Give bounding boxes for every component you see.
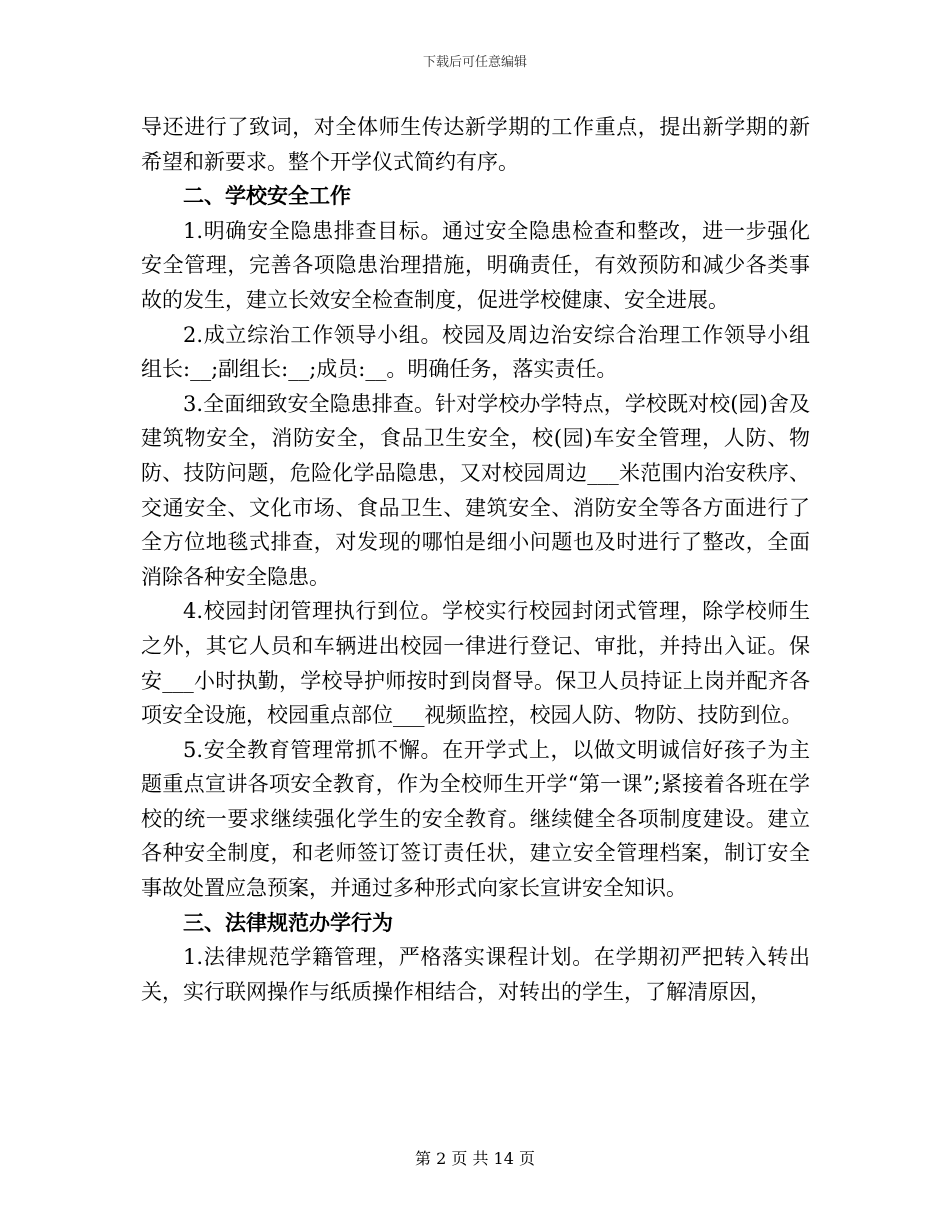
section-heading: 二、学校安全工作	[183, 183, 351, 209]
body-paragraph: 导还进行了致词，对全体师生传达新学期的工作重点，提出新学期的新希望和新要求。整个开学仪式简约有序。	[141, 115, 810, 174]
body-paragraph: 1.法律规范学籍管理，严格落实课程计划。在学期初严把转入转出关，实行联网操作与纸质操作相结合，对转出的学生，了解清原因，	[141, 945, 810, 1004]
body-paragraph: 1.明确安全隐患排查目标。通过安全隐患检查和整改，进一步强化安全管理，完善各项隐患治理措施，明确责任，有效预防和减少各类事故的发生，建立长效安全检查制度，促进学校健康、安全进展。	[141, 218, 810, 312]
body-paragraph: 2.成立综治工作领导小组。校园及周边治安综合治理工作领导小组组长:__;副组长:__;成员:__。明确任务，落实责任。	[141, 322, 810, 382]
section-heading: 三、法律规范办学行为	[183, 909, 393, 935]
body-paragraph: 4.校园封闭管理执行到位。学校实行校园封闭式管理，除学校师生之外，其它人员和车辆进出校园一律进行登记、审批，并持出入证。保安___小时执勤，学校导护师按时到岗督导。保卫人员持证上岗并配齐各项安全设施，校园重点部位___视频监控，校园人防、物防、技防到位。	[141, 599, 810, 728]
page-header-note: 下载后可任意编辑	[422, 55, 527, 70]
document-body	[141, 110, 810, 1009]
body-paragraph: 5.安全教育管理常抓不懈。在开学式上，以做文明诚信好孩子为主题重点宣讲各项安全教育，作为全校师生开学“第一课”;紧接着各班在学校的统一要求继续强化学生的安全教育。继续健全各项制度建设。建立各种安全制度，和老师签订签订责任状，建立安全管理档案，制订安全事故处置应急预案，并通过多种形式向家长宣讲安全知识。	[141, 737, 810, 901]
page-number-footer: 第 2 页 共 14 页	[415, 1149, 535, 1168]
body-paragraph: 3.全面细致安全隐患排查。针对学校办学特点，学校既对校(园)舍及建筑物安全，消防安全，食品卫生安全，校(园)车安全管理，人防、物防、技防问题，危险化学品隐患，又对校园周边___米范围内治安秩序、交通安全、文化市场、食品卫生、建筑安全、消防安全等各方面进行了全方位地毯式排查，对发现的哪怕是细小问题也及时进行了整改，全面消除各种安全隐患。	[141, 391, 810, 589]
